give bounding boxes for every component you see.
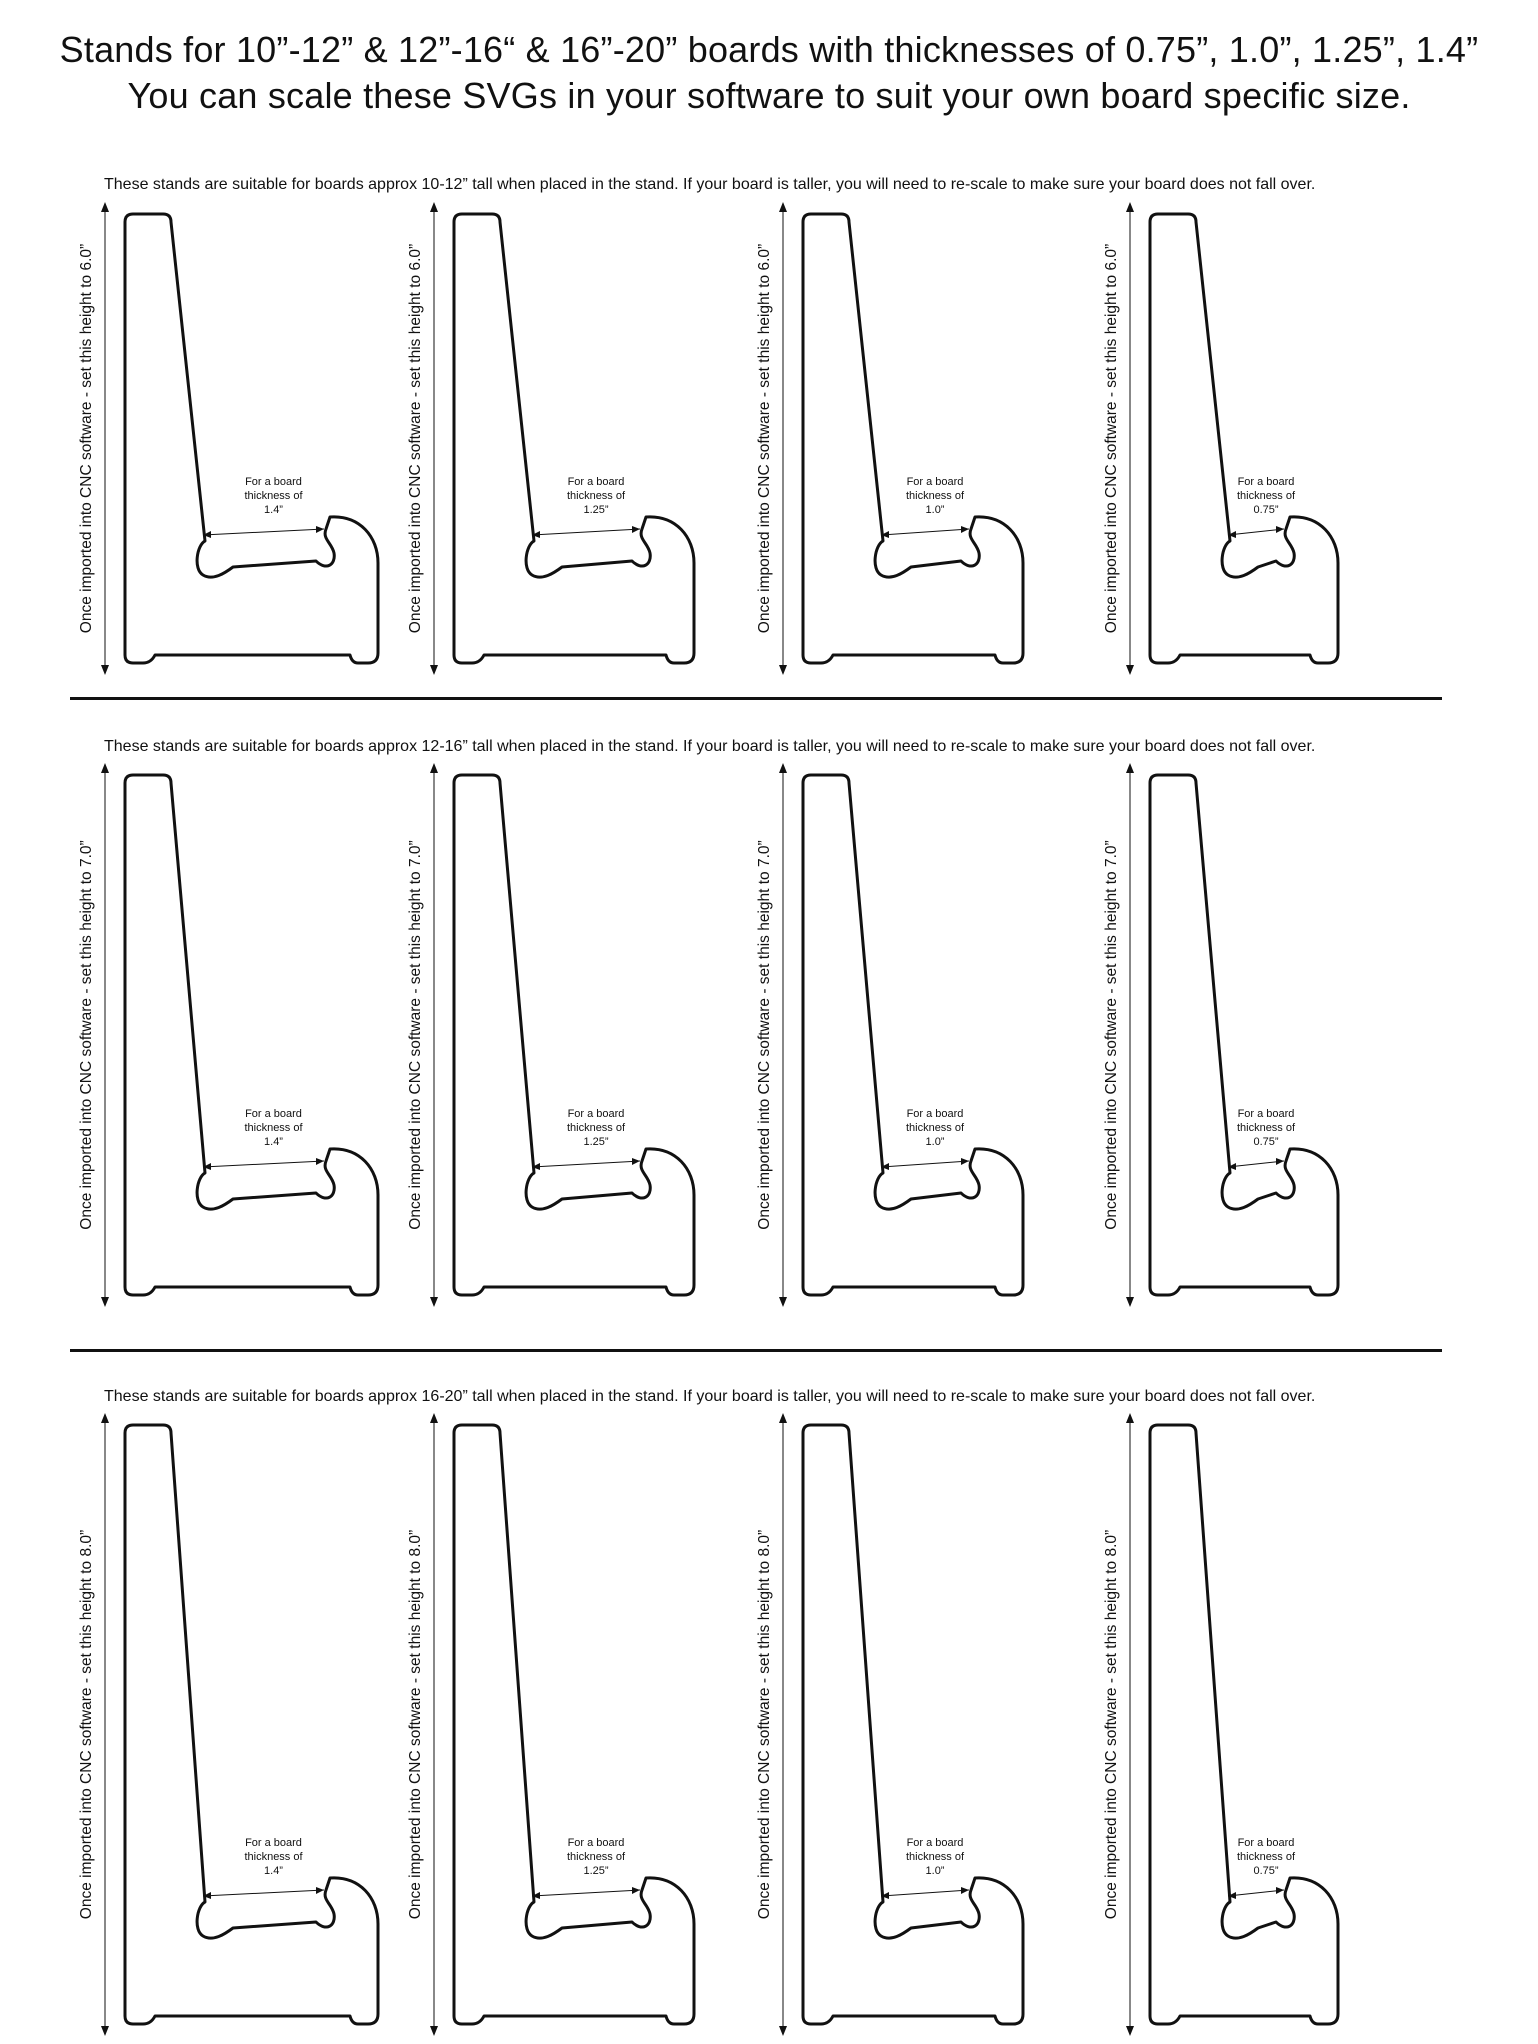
- height-label: Once imported into CNC software - set this height to 7.0”: [407, 840, 424, 1230]
- thickness-dimension-line: [532, 1890, 640, 1896]
- caption-line-1: For a board: [245, 476, 302, 488]
- stand-outline: [1150, 1425, 1338, 2024]
- caption-line-2: thickness of: [566, 1122, 626, 1134]
- arrow-head: [1126, 2026, 1134, 2036]
- arrow-head: [430, 1297, 438, 1307]
- thickness-value: 0.75”: [1253, 1865, 1279, 1877]
- arrow-head: [316, 526, 324, 533]
- thickness-value: 1.25”: [583, 1865, 609, 1877]
- arrow-head: [1126, 1413, 1134, 1423]
- arrow-head: [316, 1158, 324, 1165]
- height-label: Once imported into CNC software - set this height to 8.0”: [756, 1529, 773, 1920]
- thickness-value: 1.4”: [264, 1865, 283, 1877]
- stand-outline: [454, 214, 694, 663]
- caption-line-1: For a board: [567, 476, 625, 488]
- caption-line-1: For a board: [567, 1837, 625, 1849]
- arrow-head: [101, 665, 109, 675]
- arrow-head: [779, 2026, 787, 2036]
- height-label: Once imported into CNC software - set this height to 6.0”: [756, 243, 773, 634]
- height-label: Once imported into CNC software - set this height to 7.0”: [1103, 840, 1120, 1230]
- stand-outline: [803, 214, 1023, 663]
- arrow-head: [1276, 526, 1284, 533]
- thickness-dimension-line: [881, 1161, 969, 1167]
- stand-outline: [125, 1425, 378, 2024]
- thickness-dimension-line: [532, 529, 640, 535]
- caption-line-2: thickness of: [244, 1122, 303, 1134]
- arrow-head: [1276, 1158, 1284, 1165]
- thickness-value: 1.4”: [264, 504, 283, 516]
- thickness-value: 1.0”: [925, 1865, 945, 1877]
- arrow-head: [632, 1158, 640, 1165]
- page-title: Stands for 10”-12” & 12”-16“ & 16”-20” boards with thicknesses of 0.75”, 1.0”, 1.25”, 1.4”: [59, 29, 1479, 70]
- arrow-head: [961, 526, 969, 533]
- thickness-dimension-line: [203, 529, 324, 535]
- stand-outline: [803, 1425, 1023, 2024]
- thickness-dimension-line: [203, 1161, 324, 1167]
- caption-line-2: thickness of: [244, 1851, 303, 1863]
- thickness-dimension-line: [203, 1890, 324, 1896]
- arrow-head: [632, 1887, 640, 1894]
- arrow-head: [430, 202, 438, 212]
- height-label: Once imported into CNC software - set this height to 8.0”: [78, 1529, 95, 1920]
- arrow-head: [101, 2026, 109, 2036]
- height-label: Once imported into CNC software - set this height to 6.0”: [78, 243, 95, 634]
- arrow-head: [779, 202, 787, 212]
- caption-line-1: For a board: [906, 1837, 964, 1849]
- thickness-dimension-line: [1228, 529, 1284, 535]
- thickness-dimension-line: [881, 1890, 969, 1896]
- stand-outline: [1150, 214, 1338, 663]
- stand-outline: [454, 1425, 694, 2024]
- height-label: Once imported into CNC software - set this height to 7.0”: [756, 840, 773, 1230]
- caption-line-2: thickness of: [905, 1851, 965, 1863]
- caption-line-2: thickness of: [905, 490, 965, 502]
- arrow-head: [632, 526, 640, 533]
- arrow-head: [1126, 665, 1134, 675]
- thickness-value: 1.25”: [583, 504, 609, 516]
- caption-line-1: For a board: [245, 1108, 302, 1120]
- arrow-head: [101, 1297, 109, 1307]
- height-label: Once imported into CNC software - set this height to 8.0”: [407, 1529, 424, 1920]
- thickness-value: 1.0”: [925, 504, 945, 516]
- caption-line-1: For a board: [567, 1108, 625, 1120]
- caption-line-1: For a board: [1237, 476, 1295, 488]
- arrow-head: [430, 2026, 438, 2036]
- stand-outline: [803, 775, 1023, 1295]
- caption-line-2: thickness of: [566, 490, 626, 502]
- arrow-head: [779, 665, 787, 675]
- arrow-head: [1126, 1297, 1134, 1307]
- thickness-value: 1.4”: [264, 1136, 283, 1148]
- caption-line-2: thickness of: [1236, 1122, 1296, 1134]
- caption-line-1: For a board: [1237, 1108, 1295, 1120]
- thickness-dimension-line: [1228, 1890, 1284, 1896]
- caption-line-1: For a board: [906, 476, 964, 488]
- arrow-head: [430, 1413, 438, 1423]
- row-1-note: These stands are suitable for boards approx 10-12” tall when placed in the stand. If your board is taller, you will need to re-scale to make sure your board does not fall over.: [104, 176, 1316, 193]
- thickness-value: 0.75”: [1253, 1136, 1279, 1148]
- height-label: Once imported into CNC software - set this height to 8.0”: [1103, 1529, 1120, 1920]
- thickness-dimension-line: [532, 1161, 640, 1167]
- arrow-head: [1276, 1887, 1284, 1894]
- arrow-head: [101, 763, 109, 773]
- thickness-dimension-line: [1228, 1161, 1284, 1167]
- stand-outline: [1150, 775, 1338, 1295]
- thickness-value: 0.75”: [1253, 504, 1279, 516]
- thickness-value: 1.25”: [583, 1136, 609, 1148]
- arrow-head: [316, 1887, 324, 1894]
- row-3-note: These stands are suitable for boards approx 16-20” tall when placed in the stand. If your board is taller, you will need to re-scale to make sure your board does not fall over.: [104, 1388, 1316, 1405]
- arrow-head: [961, 1887, 969, 1894]
- arrow-head: [430, 665, 438, 675]
- arrow-head: [779, 1413, 787, 1423]
- arrow-head: [1126, 202, 1134, 212]
- stand-outline: [125, 214, 378, 663]
- thickness-value: 1.0”: [925, 1136, 945, 1148]
- height-label: Once imported into CNC software - set this height to 6.0”: [1103, 243, 1120, 634]
- arrow-head: [779, 763, 787, 773]
- arrow-head: [961, 1158, 969, 1165]
- caption-line-2: thickness of: [905, 1122, 965, 1134]
- thickness-dimension-line: [881, 529, 969, 535]
- arrow-head: [1126, 763, 1134, 773]
- caption-line-2: thickness of: [1236, 1851, 1296, 1863]
- arrow-head: [101, 202, 109, 212]
- height-label: Once imported into CNC software - set this height to 6.0”: [407, 243, 424, 634]
- row-2-note: These stands are suitable for boards approx 12-16” tall when placed in the stand. If your board is taller, you will need to re-scale to make sure your board does not fall over.: [104, 738, 1316, 755]
- height-label: Once imported into CNC software - set this height to 7.0”: [78, 840, 95, 1230]
- stand-outline: [454, 775, 694, 1295]
- page-subtitle: You can scale these SVGs in your software to suit your own board specific size.: [127, 75, 1411, 116]
- caption-line-1: For a board: [1237, 1837, 1295, 1849]
- caption-line-2: thickness of: [566, 1851, 626, 1863]
- arrow-head: [779, 1297, 787, 1307]
- caption-line-2: thickness of: [1236, 490, 1296, 502]
- arrow-head: [430, 763, 438, 773]
- stand-outline: [125, 775, 378, 1295]
- caption-line-1: For a board: [245, 1837, 302, 1849]
- caption-line-1: For a board: [906, 1108, 964, 1120]
- caption-line-2: thickness of: [244, 490, 303, 502]
- arrow-head: [101, 1413, 109, 1423]
